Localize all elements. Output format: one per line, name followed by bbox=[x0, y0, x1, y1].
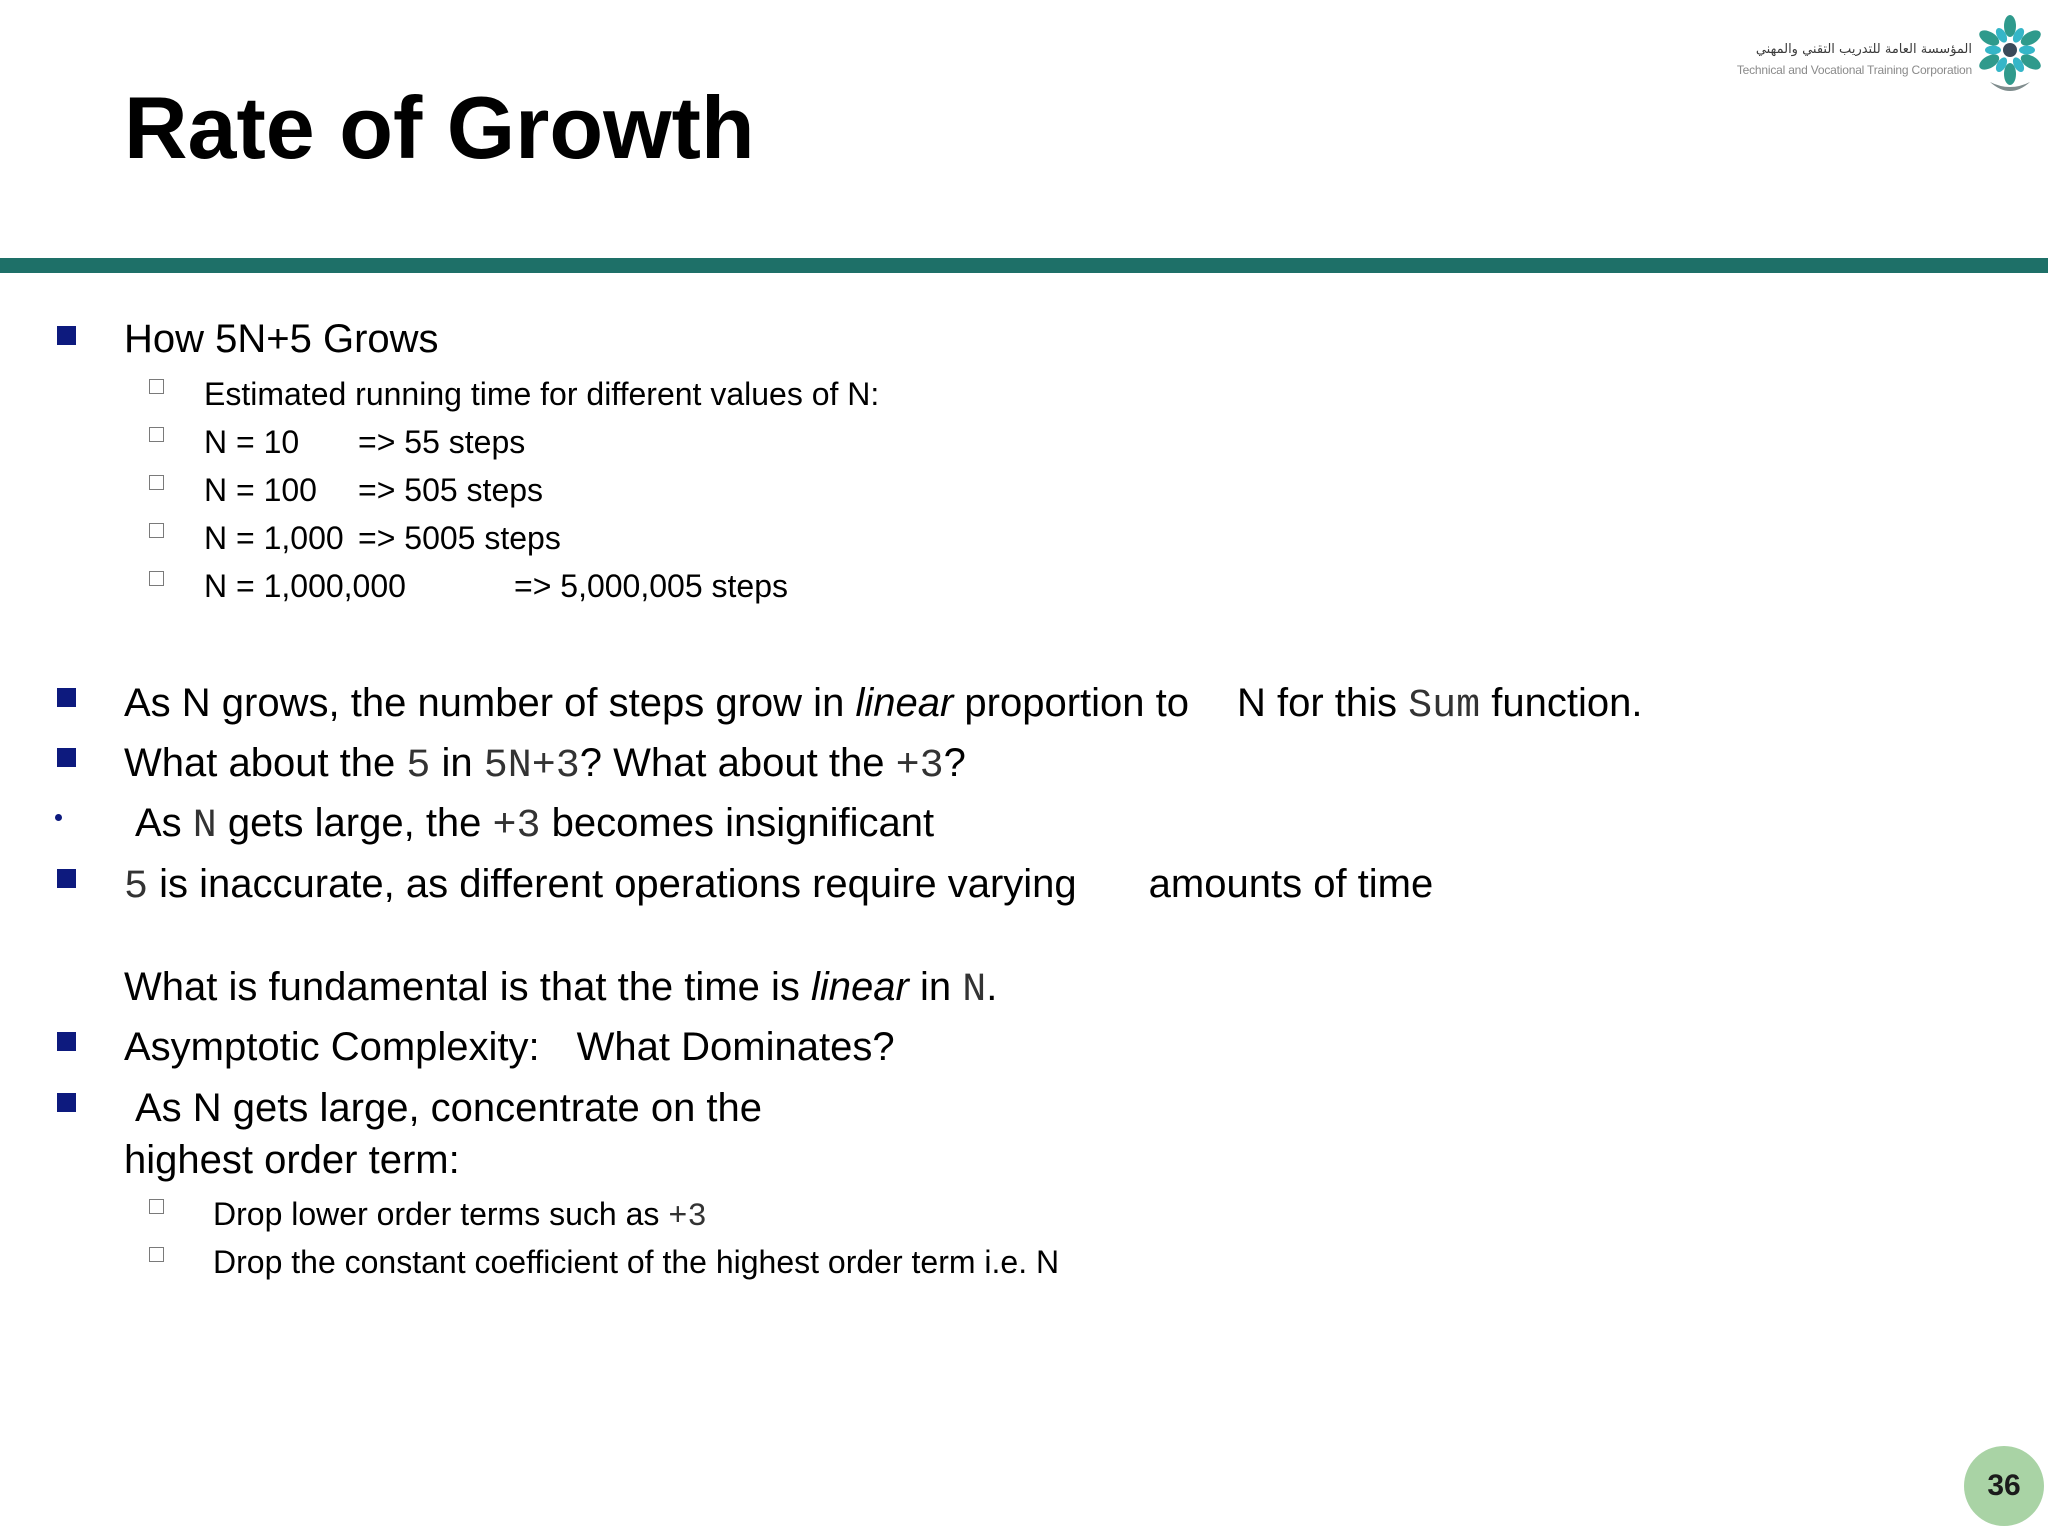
code-plus3: +3 bbox=[895, 744, 944, 789]
code-5: 5 bbox=[406, 744, 431, 789]
code-5n3: 5N+3 bbox=[483, 744, 580, 789]
logo-english-text: Technical and Vocational Training Corporation bbox=[1736, 63, 1972, 77]
n-value: N = 10 bbox=[204, 424, 300, 460]
hollow-bullet-icon bbox=[149, 379, 164, 394]
square-bullet-icon bbox=[57, 1093, 76, 1112]
text-run: amounts of time bbox=[1148, 862, 1434, 906]
page-number: 36 bbox=[1987, 1469, 2021, 1502]
text-run: gets large, the bbox=[216, 801, 493, 845]
sub-estimated-running-time: Estimated running time for different values of N: bbox=[204, 376, 880, 412]
bullet-plus3-insignificant bbox=[135, 800, 934, 850]
page-number-badge bbox=[1964, 1446, 2044, 1526]
code-5: 5 bbox=[124, 865, 149, 910]
steps-value: => 5005 steps bbox=[358, 520, 561, 556]
code-n: N bbox=[962, 968, 987, 1013]
hollow-bullet-icon bbox=[149, 475, 164, 490]
code-n: N bbox=[192, 804, 217, 849]
steps-value: => 55 steps bbox=[358, 424, 526, 460]
bullet-asymptotic-complexity bbox=[124, 1024, 895, 1070]
sub-n-1000 bbox=[204, 519, 561, 557]
hollow-bullet-icon bbox=[149, 523, 164, 538]
bullet-linear-proportion bbox=[124, 680, 1642, 730]
sub-drop-lower-order bbox=[213, 1195, 707, 1236]
text-run: function. bbox=[1480, 681, 1643, 725]
square-bullet-icon bbox=[57, 688, 76, 707]
hollow-bullet-icon bbox=[149, 1199, 164, 1214]
n-value: N = 100 bbox=[204, 472, 317, 508]
text-run: Asymptotic Complexity: bbox=[124, 1025, 540, 1069]
square-bullet-icon bbox=[57, 1032, 76, 1051]
logo-mark-icon bbox=[1974, 10, 2046, 96]
steps-value: => 505 steps bbox=[358, 472, 544, 508]
text-run: highest order term: bbox=[124, 1138, 460, 1182]
sub-drop-constant: Drop the constant coefficient of the highest order term i.e. N bbox=[213, 1244, 1060, 1280]
sub-n-100 bbox=[204, 471, 544, 509]
sub-n-1000000 bbox=[204, 567, 788, 605]
bullet-5-inaccurate bbox=[124, 861, 1433, 911]
text-run: As bbox=[135, 801, 193, 845]
text-run: is inaccurate, as different operations require varying bbox=[148, 862, 1077, 906]
hollow-bullet-icon bbox=[149, 427, 164, 442]
sub-n-10 bbox=[204, 423, 526, 461]
text-run: What about the bbox=[124, 741, 407, 785]
bullet-what-about-5 bbox=[124, 740, 966, 790]
n-value: N = 1,000,000 bbox=[204, 568, 406, 604]
n-value: N = 1,000 bbox=[204, 520, 344, 556]
title-divider bbox=[0, 258, 2048, 273]
hollow-bullet-icon bbox=[149, 571, 164, 586]
text-run: As N gets large, concentrate on the bbox=[135, 1086, 763, 1130]
text-run: . bbox=[986, 965, 998, 1009]
line-highest-order-term bbox=[124, 1137, 460, 1183]
line-time-is-linear bbox=[124, 964, 997, 1014]
italic-linear: linear bbox=[810, 965, 909, 1009]
italic-linear: linear bbox=[855, 681, 954, 725]
text-run: As N grows, the number of steps grow in bbox=[124, 681, 856, 725]
square-bullet-icon bbox=[57, 869, 76, 888]
square-bullet-icon bbox=[57, 326, 76, 345]
text-run: in bbox=[430, 741, 484, 785]
steps-value: => 5,000,005 steps bbox=[514, 568, 788, 604]
text-run: ? bbox=[943, 741, 966, 785]
slide-title: Rate of Growth bbox=[124, 78, 755, 177]
text-run: What Dominates? bbox=[576, 1025, 895, 1069]
tvtc-logo bbox=[1736, 8, 2048, 98]
code-plus3: +3 bbox=[492, 804, 541, 849]
text-run: becomes insignificant bbox=[540, 801, 935, 845]
bullet-how-5n5-grows: How 5N+5 Grows bbox=[124, 317, 439, 361]
bullet-concentrate-highest bbox=[135, 1085, 762, 1131]
logo-arabic-text: المؤسسة العامة للتدريب التقني والمهني bbox=[1755, 42, 1972, 57]
dot-bullet-icon bbox=[55, 814, 62, 821]
text-run: ? What about the bbox=[579, 741, 896, 785]
text-run: in bbox=[908, 965, 963, 1009]
hollow-bullet-icon bbox=[149, 1247, 164, 1262]
code-sum: Sum bbox=[1408, 684, 1481, 729]
text-run: N for this bbox=[1236, 681, 1409, 725]
text-run: Drop lower order terms such as bbox=[213, 1196, 669, 1232]
code-plus3: +3 bbox=[668, 1198, 707, 1235]
text-run: What is fundamental is that the time is bbox=[124, 965, 811, 1009]
text-run: proportion to bbox=[953, 681, 1189, 725]
square-bullet-icon bbox=[57, 748, 76, 767]
